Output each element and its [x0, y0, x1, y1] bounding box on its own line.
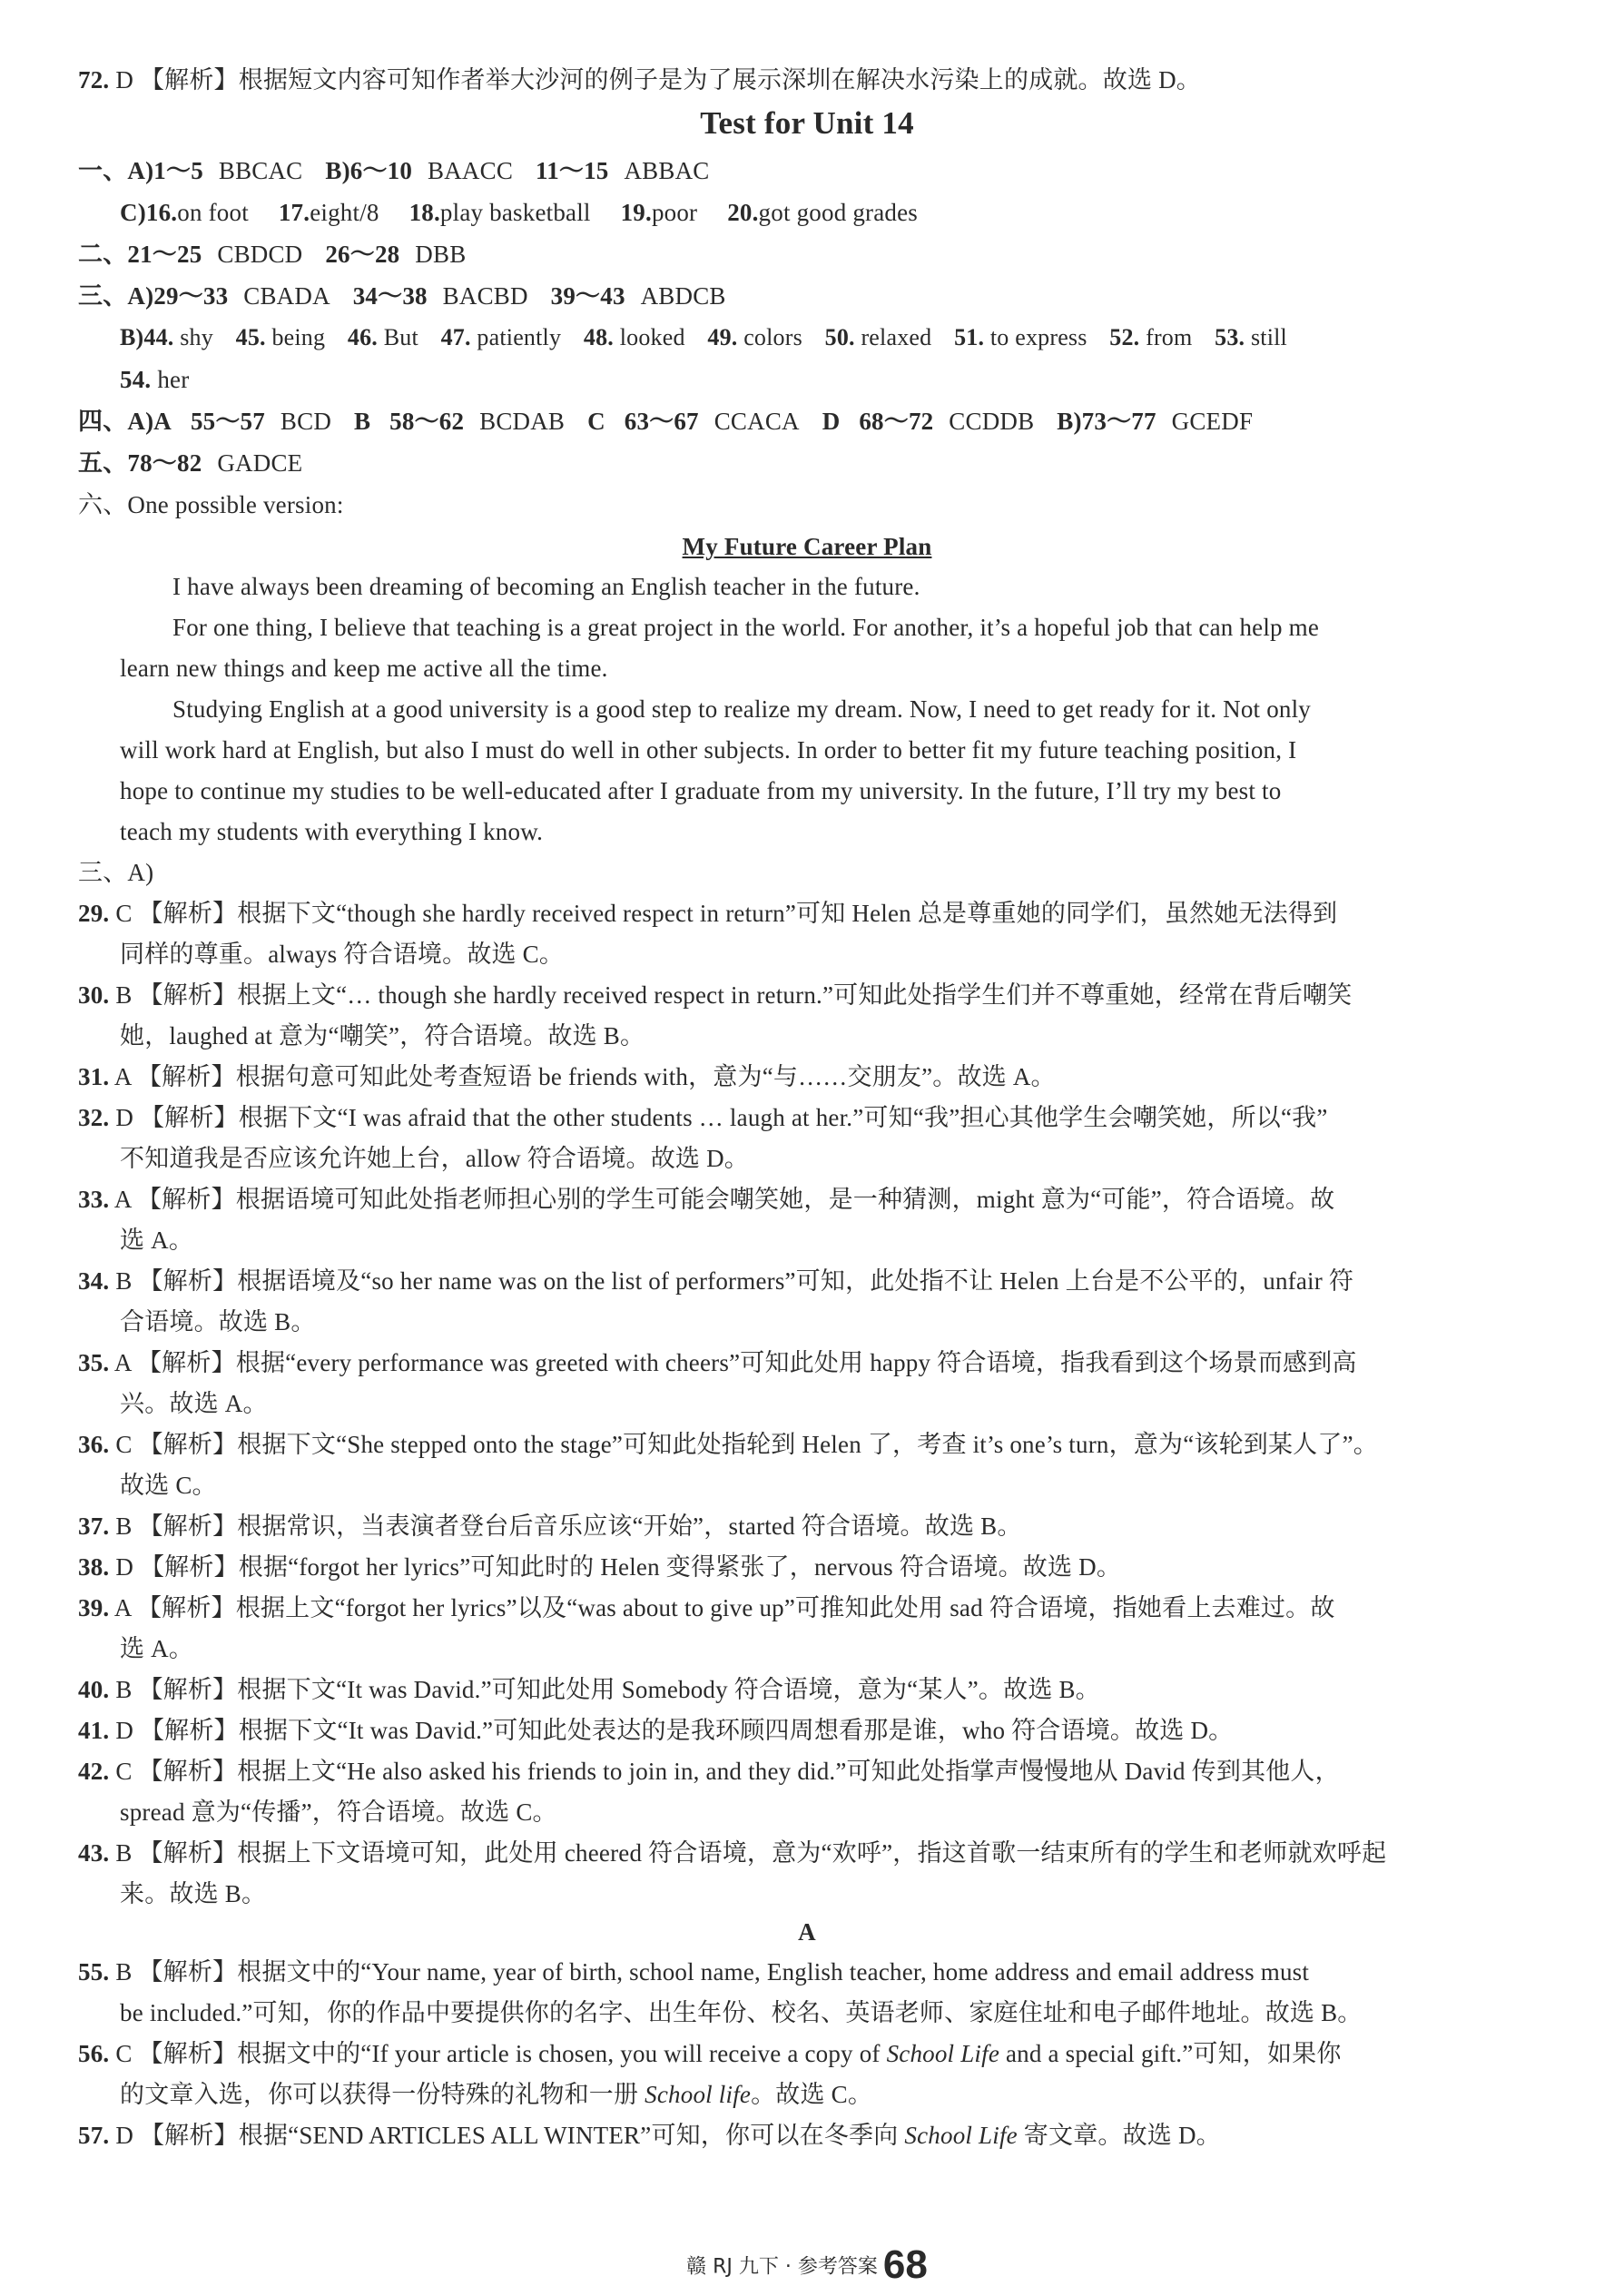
question-number: 55. — [78, 1958, 110, 1986]
answer-group: BCDAB — [479, 408, 566, 435]
label: 四、A)A — [78, 408, 172, 435]
label: D — [822, 408, 841, 435]
answer: on foot — [177, 199, 249, 226]
answers-line-5 — [120, 321, 1287, 354]
range: B)73～77 — [1057, 408, 1156, 435]
answer-group: GADCE — [217, 449, 303, 477]
magazine-title: School Life — [886, 2040, 1000, 2067]
explanation-text: D 【解析】根据“SEND ARTICLES ALL WINTER”可知，你可以在冬季向 — [115, 2122, 905, 2149]
explanation-36-cont: 故选 C。 — [120, 1472, 217, 1499]
num: 53. — [1215, 324, 1245, 350]
num: C)16. — [120, 199, 178, 226]
explanation-text: 。故选 C。 — [751, 2081, 873, 2108]
explanation-34-cont: 合语境。故选 B。 — [120, 1308, 316, 1335]
question-number: 41. — [78, 1717, 110, 1744]
explanation-text: C 【解析】根据文中的“If your article is chosen, you will receive a copy of — [115, 2040, 887, 2067]
range: B)6～10 — [325, 157, 413, 184]
explanation-55-cont: be included.”可知，你的作品中要提供你的名字、出生年份、校名、英语老师、家庭住址和电子邮件地址。故选 B。 — [120, 1999, 1363, 2026]
explanation-42-cont: spread 意为“传播”，符合语境。故选 C。 — [120, 1798, 557, 1826]
question-number: 31. — [78, 1063, 110, 1090]
essay-line: I have always been dreaming of becoming an English teacher in the future. — [172, 573, 920, 600]
explanation-29 — [78, 897, 1337, 930]
answer-group: CCDDB — [949, 408, 1035, 435]
range: 55～57 — [190, 408, 265, 435]
range: 五、78～82 — [78, 449, 202, 477]
essay-line: teach my students with everything I know. — [120, 818, 544, 845]
range: 63～67 — [624, 408, 699, 435]
num: 18. — [408, 199, 440, 226]
explanation-text: 的文章入选，你可以获得一份特殊的礼物和一册 — [120, 2081, 645, 2108]
range: 34～38 — [352, 282, 428, 310]
question-number: 39. — [78, 1594, 110, 1621]
question-number: 43. — [78, 1839, 110, 1867]
explanation-text: B 【解析】根据下文“It was David.”可知此处用 Somebody 符合语境，意为“某人”。故选 B。 — [115, 1676, 1100, 1703]
num: 52. — [1109, 324, 1140, 350]
num: 47. — [440, 324, 471, 350]
num: B)44. — [120, 324, 174, 350]
question-number: 38. — [78, 1553, 110, 1581]
unit-title: Test for Unit 14 — [700, 105, 914, 141]
answer: to express — [989, 324, 1087, 350]
num: 49. — [707, 324, 738, 350]
essay-line: learn new things and keep me active all the time. — [120, 655, 608, 682]
range: 39～43 — [550, 282, 625, 310]
magazine-title: School life — [645, 2081, 752, 2108]
range: 68～72 — [859, 408, 934, 435]
answers-line-1 — [78, 154, 726, 187]
question-number: 57. — [78, 2122, 110, 2149]
explanation-text: B 【解析】根据文中的“Your name, year of birth, school name, English teacher, home address and email address must — [115, 1958, 1310, 1986]
explanation-42 — [78, 1755, 1340, 1788]
range: 二、21～25 — [78, 241, 202, 268]
answer: eight/8 — [310, 199, 379, 226]
explanation-31 — [78, 1060, 1056, 1093]
answer: patiently — [477, 324, 562, 350]
explanation-33-cont: 选 A。 — [120, 1227, 194, 1254]
answer: colors — [743, 324, 802, 350]
answer: But — [383, 324, 418, 350]
range: 11～15 — [536, 157, 609, 184]
answer: shy — [180, 324, 213, 350]
explanation-39 — [78, 1591, 1335, 1624]
explanation-text: C 【解析】根据上文“He also asked his friends to join in, and they did.”可知此处指掌声慢慢地从 David 传到其他人， — [115, 1758, 1340, 1785]
answer: from — [1146, 324, 1193, 350]
question-number: 29. — [78, 900, 110, 927]
label: 一、A) — [78, 157, 154, 184]
explanation-text: A 【解析】根据语境可知此处指老师担心别的学生可能会嘲笑她，是一种猜测，might 意为“可能”，符合语境。故 — [113, 1186, 1335, 1213]
explanation-36 — [78, 1428, 1378, 1461]
explanation-text: D 【解析】根据下文“I was afraid that the other students … laugh at her.”可知“我”担心其他学生会嘲笑她，所以“我” — [115, 1104, 1328, 1131]
explanation-35-cont: 兴。故选 A。 — [120, 1390, 268, 1417]
explanation-text: A 【解析】根据句意可知此处考查短语 be friends with，意为“与……交朋友”。故选 A。 — [113, 1063, 1056, 1090]
answer: looked — [619, 324, 685, 350]
explanation-30 — [78, 979, 1352, 1011]
explanation-43-cont: 来。故选 B。 — [120, 1880, 267, 1907]
answer: play basketball — [439, 199, 591, 226]
answer-group: GCEDF — [1171, 408, 1254, 435]
explanation-29-cont: 同样的尊重。always 符合语境。故选 C。 — [120, 941, 565, 968]
answer: got good grades — [758, 199, 919, 226]
explanation-40 — [78, 1673, 1100, 1706]
explanation-text: B 【解析】根据语境及“so her name was on the list of performers”可知，此处指不让 Helen 上台是不公平的，unfair 符 — [115, 1267, 1354, 1295]
essay-line: Studying English at a good university is a good step to realize my dream. Now, I need to get ready for it. Not only — [172, 695, 1311, 723]
label: C — [587, 408, 605, 435]
answer-group: CCACA — [714, 408, 800, 435]
answers-line-2 — [120, 196, 941, 229]
explanation-32-cont: 不知道我是否应该允许她上台，allow 符合语境。故选 D。 — [120, 1145, 749, 1172]
answer-group: BCD — [280, 408, 332, 435]
answer-group: DBB — [415, 241, 467, 268]
explanation-37 — [78, 1510, 1022, 1542]
num: 19. — [620, 199, 652, 226]
answer-group: CBDCD — [217, 241, 303, 268]
explanation-text: A 【解析】根据“every performance was greeted with cheers”可知此处用 happy 符合语境，指我看到这个场景而感到高 — [113, 1349, 1357, 1376]
answer-group: CBADA — [243, 282, 330, 310]
answer-group: ABBAC — [624, 157, 710, 184]
answers-line-3 — [78, 238, 482, 271]
page-number: 68 — [882, 2242, 928, 2287]
num: 17. — [278, 199, 310, 226]
explanation-text: B 【解析】根据常识，当表演者登台后音乐应该“开始”，started 符合语境。故选 B。 — [115, 1513, 1022, 1540]
explanation-text: A 【解析】根据上文“forgot her lyrics”以及“was about to give up”可推知此处用 sad 符合语境，指她看上去难过。故 — [113, 1594, 1335, 1621]
section-a-title: A — [798, 1918, 816, 1946]
explanation-56 — [78, 2037, 1342, 2070]
answer-group: BBCAC — [218, 157, 303, 184]
page-footer — [0, 2242, 1614, 2288]
question-number: 33. — [78, 1186, 110, 1213]
writing-label: 六、One possible version: — [78, 491, 344, 518]
explanation-57 — [78, 2119, 1221, 2152]
question-number: 32. — [78, 1104, 110, 1131]
essay-line: hope to continue my studies to be well-educated after I graduate from my university. In the future, I’ll try my best to — [120, 777, 1282, 804]
explanation-text: B 【解析】根据上下文语境可知，此处用 cheered 符合语境，意为“欢呼”，指这首歌一结束所有的学生和老师就欢呼起 — [115, 1839, 1387, 1867]
essay-line: will work hard at English, but also I must do well in other subjects. In order to better fit my future teaching position, I — [120, 736, 1297, 764]
answers-line-4 — [78, 280, 743, 312]
answer-group: ABDCB — [640, 282, 726, 310]
explanation-32 — [78, 1101, 1328, 1134]
question-number: 36. — [78, 1431, 110, 1458]
range: 26～28 — [325, 241, 400, 268]
explanation-text: D 【解析】根据短文内容可知作者举大沙河的例子是为了展示深圳在解决水污染上的成就。故选 D。 — [115, 66, 1202, 94]
num: 46. — [347, 324, 379, 350]
num: 20. — [727, 199, 759, 226]
explanation-34 — [78, 1265, 1353, 1297]
num: 51. — [954, 324, 985, 350]
answer: her — [157, 366, 190, 393]
explanation-text: C 【解析】根据下文“though she hardly received respect in return”可知 Helen 总是尊重她的同学们，虽然她无法得到 — [115, 900, 1338, 927]
explanation-text: C 【解析】根据下文“She stepped onto the stage”可知此处指轮到 Helen 了，考查 it’s one’s turn，意为“该轮到某人了”。 — [115, 1431, 1378, 1458]
range: 三、A)29～33 — [78, 282, 229, 310]
answers-line-6 — [120, 363, 189, 396]
explanation-text: D 【解析】根据“forgot her lyrics”可知此时的 Helen 变得紧张了，nervous 符合语境。故选 D。 — [115, 1553, 1122, 1581]
num: 48. — [583, 324, 614, 350]
essay-line: For one thing, I believe that teaching is a great project in the world. For another, it’s a hopeful job that can help me — [172, 614, 1320, 641]
explanation-55 — [78, 1956, 1309, 1988]
question-number: 34. — [78, 1267, 110, 1295]
question-number: 42. — [78, 1758, 110, 1785]
explanation-41 — [78, 1714, 1233, 1747]
question-number: 56. — [78, 2040, 110, 2067]
explanation-30-cont: 她，laughed at 意为“嘲笑”，符合语境。故选 B。 — [120, 1022, 645, 1049]
range: 58～62 — [389, 408, 465, 435]
answers-line-7 — [78, 405, 1269, 438]
answer-72 — [78, 64, 1201, 96]
explanation-39-cont: 选 A。 — [120, 1635, 194, 1662]
footer-text: 赣 RJ 九下 · 参考答案 — [686, 2255, 878, 2279]
essay-title: My Future Career Plan — [682, 533, 932, 560]
explanation-35 — [78, 1346, 1357, 1379]
num: 45. — [235, 324, 266, 350]
explanation-text: D 【解析】根据下文“It was David.”可知此处表达的是我环顾四周想看那是谁，who 符合语境。故选 D。 — [115, 1717, 1234, 1744]
question-number: 35. — [78, 1349, 110, 1376]
section-label: 三、A) — [78, 859, 154, 886]
magazine-title: School Life — [904, 2122, 1018, 2149]
question-number: 72. — [78, 66, 110, 94]
label: B — [353, 408, 371, 435]
question-number: 40. — [78, 1676, 110, 1703]
question-number: 30. — [78, 981, 110, 1009]
explanation-text: 寄文章。故选 D。 — [1017, 2122, 1221, 2149]
answer-group: BACBD — [442, 282, 528, 310]
explanation-43 — [78, 1837, 1386, 1869]
answer: still — [1250, 324, 1287, 350]
answer: poor — [651, 199, 698, 226]
num: 50. — [824, 324, 855, 350]
answer: being — [271, 324, 326, 350]
explanation-text: and a special gift.”可知，如果你 — [999, 2040, 1342, 2067]
num: 54. — [120, 366, 152, 393]
explanation-33 — [78, 1183, 1334, 1216]
explanation-38 — [78, 1551, 1121, 1583]
answers-line-8 — [78, 447, 319, 479]
answer: relaxed — [861, 324, 932, 350]
range: 1～5 — [153, 157, 203, 184]
answer-group: BAACC — [428, 157, 514, 184]
explanation-56-cont — [120, 2078, 872, 2111]
question-number: 37. — [78, 1513, 110, 1540]
explanation-text: B 【解析】根据上文“… though she hardly received respect in return.”可知此处指学生们并不尊重她，经常在背后嘲笑 — [115, 981, 1353, 1009]
